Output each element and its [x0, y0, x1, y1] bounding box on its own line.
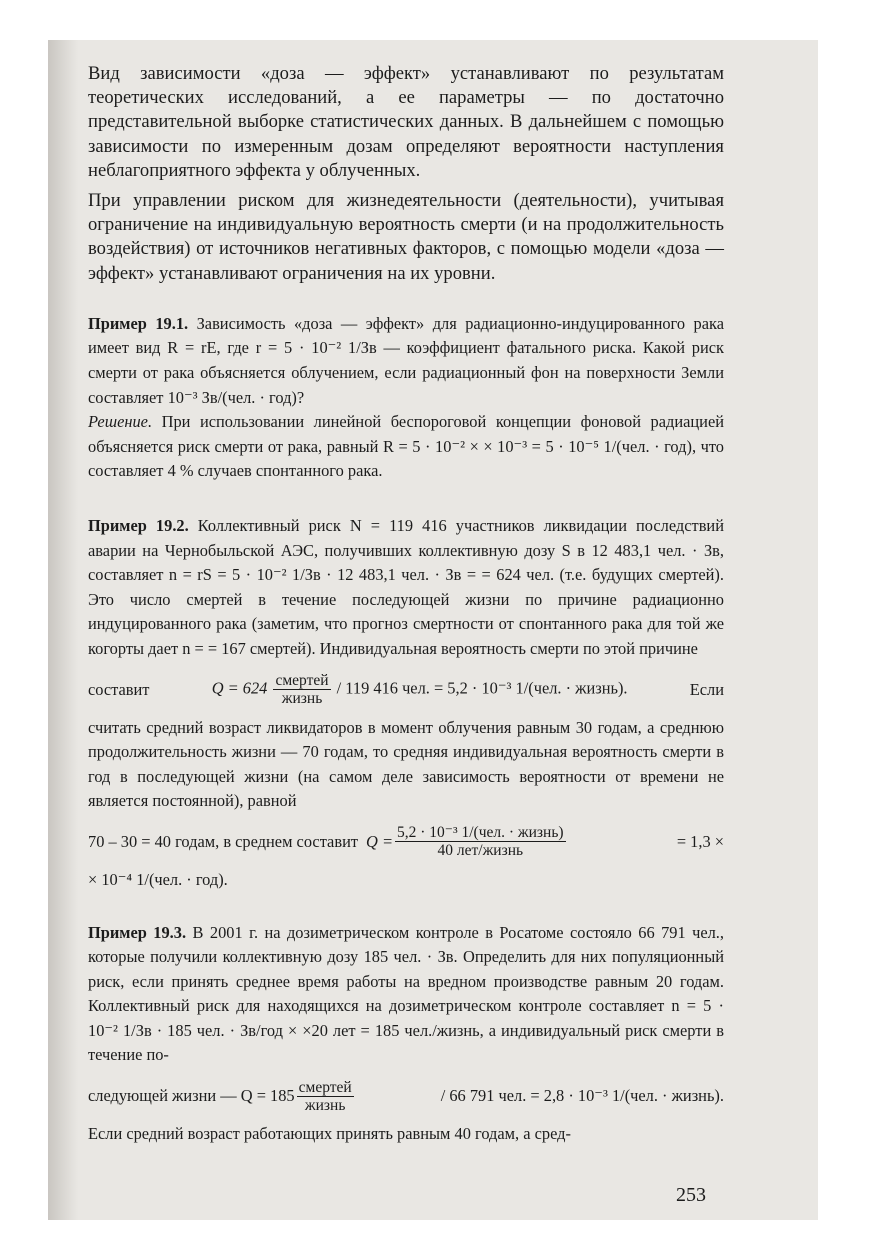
page-number: 253: [676, 1184, 706, 1206]
example-3: [88, 921, 724, 1069]
example-3-text: В 2001 г. на дозиметрическом контроле в Росатоме состояло 66 791 чел., которые получили коллективную дозу 185 чел. · Зв. Определить для них популяционный риск, если принять среднее время работы на вредном производстве равным 20 годам. Коллективный риск для находящихся на дозиметрическом контроле составляет n = 5 · 10⁻² 1/Зв · 185 чел. · Зв/год × ×20 лет = 185 чел./жизнь, а индивидуальный риск смерти в течение по-: [88, 922, 724, 1065]
formula2-prefix: 70 – 30 = 40 годам, в среднем составит: [88, 831, 359, 851]
formula2-fraction: [395, 824, 566, 859]
example-1: [88, 312, 724, 410]
example-2-title: Пример 19.2.: [88, 515, 189, 535]
fraction-numerator: смертей: [275, 672, 329, 690]
example-2-continued: считать средний возраст ликвидаторов в момент облучения равным 30 годам, а среднюю продолжительность жизни — 70 годам, то средняя индивидуальная вероятность смерти в год в последующей жизни (на самом деле зависимость вероятности от времени не является постоянной), равной: [88, 717, 724, 811]
intro-paragraph-1: Вид зависимости «доза — эффект» устанавливают по результатам теоретических исследований, а ее параметры — по достаточно представительной выборке статистических данных. В дальнейшем с помощью зависимости по измеренным дозам определяют вероятности наступления неблагоприятного эффекта у облученных.: [88, 63, 724, 181]
fraction3-denominator: жизнь: [304, 1096, 346, 1114]
formula-body: [212, 672, 628, 707]
formula-lhs: Q = 624: [211, 678, 268, 698]
example-3-title: Пример 19.3.: [88, 922, 187, 942]
example-1-text: Зависимость «доза — эффект» для радиационно-индуцированного рака имеет вид R = rE, где r = 5 · 10⁻² 1/Зв — коэффициент фатального риска. Какой риск смерти от рака объясняется облучением, если радиационный фон на поверхности Земли составляет 10⁻³ Зв/(чел. · год)?: [88, 313, 724, 407]
fraction3-numerator: смертей: [298, 1078, 352, 1096]
formula3-fraction: [297, 1079, 354, 1114]
formula2-rhs: = 1,3 ×: [676, 831, 724, 851]
fraction2-numerator: 5,2 · 10⁻³ 1/(чел. · жизнь): [397, 824, 564, 842]
formula-suffix: Если: [689, 679, 724, 699]
formula-fraction: [273, 672, 330, 707]
formula-prefix: составит: [88, 679, 150, 699]
example-3-formula: [88, 1074, 724, 1118]
example-1-solution: [88, 410, 724, 484]
solution-text: При использовании линейной беспороговой концепции фоновой радиацией объясняется риск смерти от рака, равный R = 5 · 10⁻² × × 10⁻³ = 5 · 10⁻⁵ 1/(чел. · год), что составляет 4 % случаев спонтанного рака.: [88, 412, 724, 481]
example-2-formula-1: [88, 668, 724, 712]
fraction2-denominator: 40 лет/жизнь: [437, 842, 524, 860]
example-3-continued: Если средний возраст работающих принять равным 40 годам, а сред-: [88, 1124, 571, 1144]
formula-rhs: / 119 416 чел. = 5,2 · 10⁻³ 1/(чел. · жизнь).: [336, 678, 628, 698]
formula3-prefix: следующей жизни — Q = 185: [88, 1086, 295, 1106]
fraction-denominator: жизнь: [281, 690, 323, 708]
formula3-rhs: / 66 791 чел. = 2,8 · 10⁻³ 1/(чел. · жизнь).: [440, 1086, 724, 1106]
example-1-title: Пример 19.1.: [88, 313, 189, 333]
page-text: [88, 62, 724, 1147]
example-2-text: Коллективный риск N = 119 416 участников ликвидации последствий аварии на Чернобыльской АЭС, получивших коллективную дозу S в 12 483,1 чел. · Зв, составляет n = rS = 5 · 10⁻² 1/Зв · 12 483,1 чел. · Зв = = 624 чел. (т.е. будущих смертей). Это число смертей в течение последующей жизни по причине радиационно индуцированного рака (заметим, что прогноз смертности от спонтанного рака для той же когорты дает n = = 167 смертей). Индивидуальная вероятность смерти по этой причине: [88, 515, 724, 658]
formula2-lhs: Q =: [366, 831, 394, 851]
example-2-formula-2: [88, 820, 724, 864]
page-binding-shadow: [48, 40, 78, 1220]
example-2: [88, 514, 724, 662]
example-2-end: × 10⁻⁴ 1/(чел. · год).: [88, 869, 228, 889]
intro-paragraph-2: При управлении риском для жизнедеятельности (деятельности), учитывая ограничение на индивидуальную вероятность смерти (и на продолжительность воздействия) от источников негативных факторов, с помощью модели «доза — эффект» устанавливают ограничения на их уровни.: [88, 190, 724, 284]
solution-label: Решение.: [88, 412, 153, 432]
